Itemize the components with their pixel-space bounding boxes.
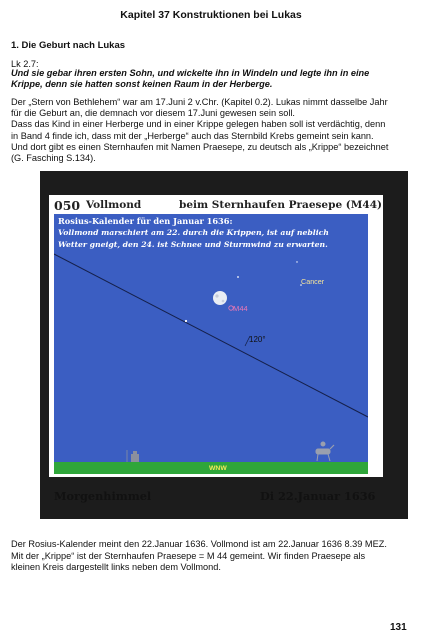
star-icon xyxy=(185,320,187,322)
rosius-calendar-text xyxy=(58,227,358,250)
figure-phase: Vollmond xyxy=(86,199,142,211)
figure-number: 050 xyxy=(54,198,81,213)
building-icon xyxy=(127,450,139,462)
rosius-line: Vollmond marschiert am 22. durch die Krippen, ist auf neblich xyxy=(58,228,329,237)
body-paragraph xyxy=(11,97,413,164)
rosius-line: Wetter gneigt, den 24. ist Schnee und Sturmwind zu erwarten. xyxy=(58,239,328,249)
paragraph-line: Der „Stern von Bethlehem“ war am 17.Juni 2 v.Chr. (Kapitel 0.2). Lukas nimmt dasselbe Jahr xyxy=(11,97,388,107)
scripture-reference: Lk 2.7: xyxy=(11,59,39,69)
chapter-title: Kapitel 37 Konstruktionen bei Lukas xyxy=(120,9,302,21)
m44-label: M44 xyxy=(233,304,248,313)
caption-line: Der Rosius-Kalender meint den 22.Januar 1636. Vollmond ist am 22.Januar 1636 8.39 MEZ. xyxy=(11,539,387,549)
caption-line: Mit der „Krippe“ ist der Sternhaufen Praesepe = M 44 gemeint. Wir finden Praesepe als xyxy=(11,550,366,561)
quote-line: Und sie gebar ihren ersten Sohn, und wickelte ihn in Windeln und legte ihn in eine xyxy=(11,68,370,78)
horizon-direction-label: WNW xyxy=(209,465,227,472)
figure-caption xyxy=(11,539,413,574)
paragraph-line: Und dort gibt es einen Sternhaufen mit Namen Praesepe, zu deutsch als „Krippe“ bezeichnet xyxy=(11,141,389,152)
figure-object: beim Sternhaufen Praesepe (M44) xyxy=(179,199,382,211)
quote-line: Krippe, denn sie hatten sonst keinen Raum in der Herberge. xyxy=(11,79,273,90)
sky-illustration xyxy=(54,214,368,462)
scripture-quote xyxy=(11,68,411,90)
caption-line: kleinen Kreis dargestellt links neben dem Vollmond. xyxy=(11,562,221,573)
paragraph-line: Dass das Kind in einer Herberge und in einer Krippe gelegen haben soll ist verdächtig, denn xyxy=(11,119,386,130)
paragraph-line: (G. Fasching S.134). xyxy=(11,153,96,164)
star-icon xyxy=(296,261,297,262)
paragraph-line: für die Geburt an, die demnach vor diesem 17.Juni gewesen sein soll. xyxy=(11,108,295,119)
star-icon xyxy=(237,276,239,278)
rosius-calendar-title: Rosius-Kalender für den Januar 1636: xyxy=(58,216,233,226)
cancer-label: Cancer xyxy=(301,277,325,286)
rider-icon xyxy=(316,442,334,461)
section-title: 1. Die Geburt nach Lukas xyxy=(11,40,126,51)
full-moon-icon xyxy=(213,291,227,305)
page-number: 131 xyxy=(390,622,407,633)
figure-footer-date: Di 22.Januar 1636 xyxy=(260,489,376,503)
figure-footer-left: Morgenhimmel xyxy=(54,489,152,503)
angle-label: 120° xyxy=(249,335,266,344)
paragraph-line: in Band 4 finde ich, dass mit der „Herberge“ auch das Sternbild Krebs gemeint sein kann. xyxy=(11,130,374,141)
sky-chart xyxy=(54,214,368,462)
